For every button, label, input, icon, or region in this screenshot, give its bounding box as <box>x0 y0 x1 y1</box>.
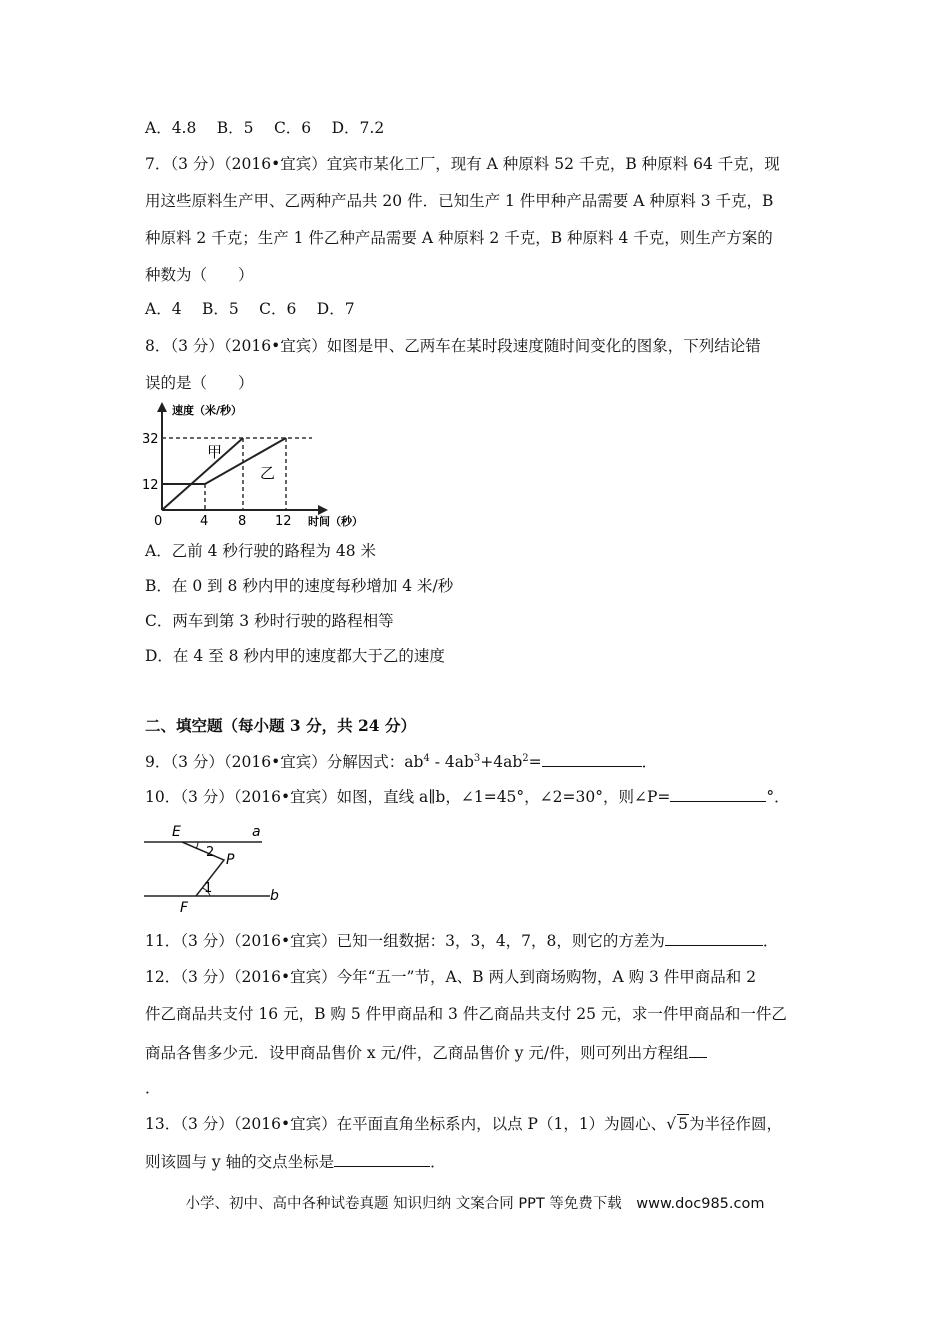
fig-label-F: F <box>180 900 189 915</box>
graph-xlabel: 时间（秒） <box>308 515 363 528</box>
q9-text: 9．（3 分）（2016•宜宾）分解因式：$ab^4 - 4ab^3+4ab^2=$ ． <box>145 752 658 771</box>
q7-line4: 种数为（ ） <box>145 266 254 284</box>
q7-line1: 7．（3 分）（2016•宜宾）宜宾市某化工厂，现有 A 种原料 52 千克，B 种原料 64 千克，现 <box>145 155 780 173</box>
sqrt-symbol: √ 5 <box>666 1115 688 1133</box>
q7-line2: 用这些原料生产甲、乙两种产品共 20 件．已知生产 1 件甲种产品需要 A 种原料 3 千克，B <box>145 192 774 210</box>
q8-line1: 8．（3 分）（2016•宜宾）如图是甲、乙两车在某时段速度随时间变化的图象，下列结论错 <box>145 337 761 355</box>
section-2-title: 二、填空题（每小题 3 分，共 24 分） <box>145 716 416 735</box>
q8-option-d: D．在 4 至 8 秒内甲的速度都大于乙的速度 <box>145 647 445 665</box>
fig-label-a: a <box>252 824 261 840</box>
q8-line2: 误的是（ ） <box>145 374 254 392</box>
q8-option-c: C．两车到第 3 秒时行驶的路程相等 <box>145 612 394 630</box>
q11-text: 11．（3 分）（2016•宜宾）已知一组数据：3，3，4，7，8，则它的方差为 ． <box>145 932 779 950</box>
q11-answer-blank[interactable] <box>665 931 763 946</box>
q9-answer-blank[interactable] <box>542 752 642 767</box>
graph-origin: 0 <box>154 514 163 529</box>
parallel-lines-figure <box>140 820 290 915</box>
page-footer: 小学、初中、高中各种试卷真题 知识归纳 文案合同 PPT 等免费下载 www.doc985.com <box>185 1196 765 1212</box>
graph-tick-12x: 12 <box>275 514 292 529</box>
speed-time-graph <box>140 398 380 530</box>
q6-options: A．4.8 B．5 C．6 D．7.2 <box>145 119 385 137</box>
q12-line4: ． <box>145 1079 161 1097</box>
q8-option-a: A．乙前 4 秒行驶的路程为 48 米 <box>145 542 376 560</box>
fig-angle-2: 2 <box>206 845 215 860</box>
graph-ylabel: 速度（米/秒） <box>172 404 243 417</box>
graph-tick-4: 4 <box>200 514 209 529</box>
fig-label-P: P <box>226 852 235 868</box>
q7-line3: 种原料 2 千克；生产 1 件乙种产品需要 A 种原料 2 千克，B 种原料 4 千克，则生产方案的 <box>145 229 773 247</box>
q10-text: 10．（3 分）（2016•宜宾）如图，直线 a∥b，∠1=45°，∠2=30°，则∠P= °． <box>145 788 790 806</box>
q12-line3: 商品各售多少元．设甲商品售价 x 元/件，乙商品售价 y 元/件，则可列出方程组 <box>145 1043 707 1063</box>
q12-line2: 件乙商品共支付 16 元，B 购 5 件甲商品和 3 件乙商品共支付 25 元，求一件甲商品和一件乙 <box>145 1005 787 1023</box>
q10-answer-blank[interactable] <box>670 787 766 802</box>
fig-label-b: b <box>270 888 279 904</box>
q8-option-b: B．在 0 到 8 秒内甲的速度每秒增加 4 米/秒 <box>145 577 454 595</box>
q12-line1: 12．（3 分）（2016•宜宾）今年“五一”节，A、B 两人到商场购物，A 购 3 件甲商品和 2 <box>145 968 757 986</box>
graph-label-yi: 乙 <box>260 464 276 482</box>
q12-answer-blank[interactable] <box>689 1043 707 1058</box>
graph-tick-8: 8 <box>238 514 247 529</box>
q13-answer-blank[interactable] <box>334 1152 430 1167</box>
fig-angle-1: 1 <box>204 881 213 896</box>
fig-label-E: E <box>172 824 181 840</box>
graph-tick-12: 12 <box>142 478 159 493</box>
q13-line2: 则该圆与 y 轴的交点坐标是 ． <box>145 1153 446 1171</box>
graph-tick-32: 32 <box>142 432 159 447</box>
graph-label-jia: 甲 <box>207 443 223 461</box>
q13-line1: 13．（3 分）（2016•宜宾）在平面直角坐标系内，以点 P（1，1）为圆心、√ 5为半径作圆， <box>145 1115 782 1133</box>
q7-options: A．4 B．5 C．6 D．7 <box>145 300 355 318</box>
